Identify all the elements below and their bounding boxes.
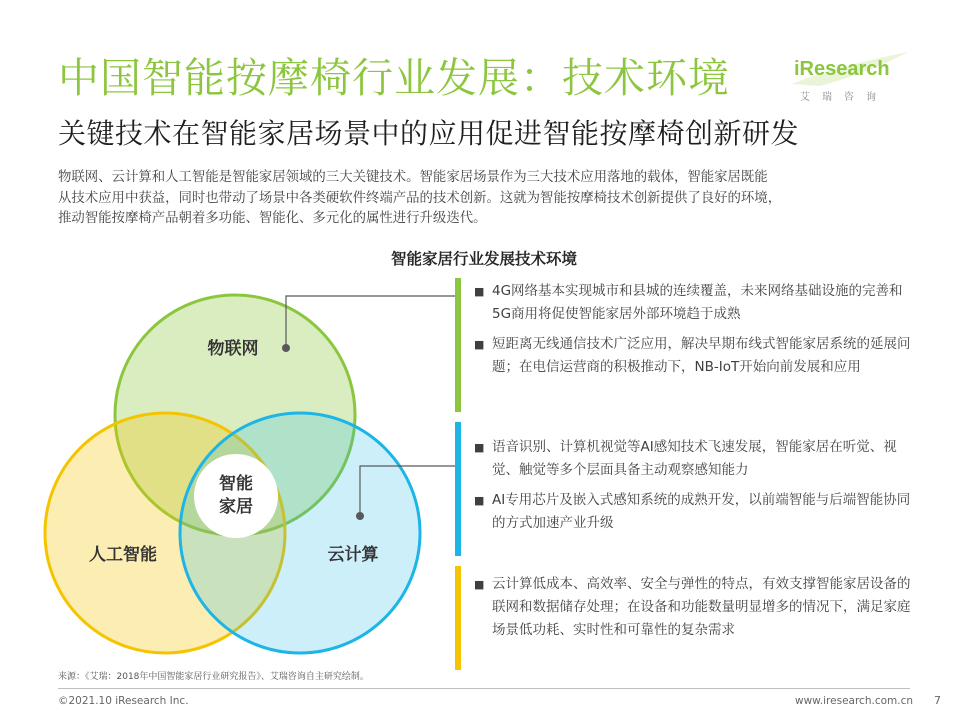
logo-name: iResearch: [794, 58, 890, 80]
bullet-text: 短距离无线通信技术广泛应用，解决早期布线式智能家居系统的延展问题；在电信运营商的积极推动下，NB-IoT开始向前发展和应用: [492, 336, 911, 375]
list-item: [474, 333, 914, 379]
list-item: [474, 436, 914, 482]
cloud-panel-bar: [455, 566, 461, 670]
iot-panel: [474, 280, 914, 386]
bullet-square-icon: ■: [474, 285, 485, 298]
copyright: ©2021.10 iResearch Inc.: [58, 695, 189, 707]
bullet-square-icon: ■: [474, 441, 485, 454]
bullet-square-icon: ■: [474, 338, 485, 351]
bullet-text: AI专用芯片及嵌入式感知系统的成熟开发，以前端智能与后端智能协同的方式加速产业升级: [492, 492, 911, 531]
iot-panel-bar: [455, 278, 461, 412]
bullet-text: 云计算低成本、高效率、安全与弹性的特点，有效支撑智能家居设备的联网和数据储存处理；在设备和功能数量明显增多的情况下，满足家庭场景低功耗、实时性和可靠性的复杂需求: [492, 576, 911, 638]
list-item: [474, 573, 914, 642]
center-label-line: 智能: [219, 474, 253, 494]
intro-line: 物联网、云计算和人工智能是智能家居领域的三大关键技术。智能家居场景作为三大技术应用落地的载体，智能家居既能: [58, 170, 768, 185]
source-note: 来源：《艾瑞：2018年中国智能家居行业研究报告》、艾瑞咨询自主研究绘制。: [58, 672, 369, 682]
intro-paragraph: [58, 168, 928, 230]
page-number: 7: [934, 694, 941, 707]
ai-panel-bar: [455, 422, 461, 556]
footer-divider: [58, 688, 910, 689]
bullet-text: 语音识别、计算机视觉等AI感知技术飞速发展，智能家居在听觉、视觉、触觉等多个层面具备主动观察感知能力: [492, 439, 897, 478]
diagram-title: 智能家居行业发展技术环境: [390, 250, 577, 268]
ai-label: 人工智能: [89, 545, 157, 565]
bullet-square-icon: ■: [474, 578, 485, 591]
logo-cn: 艾瑞咨询: [800, 92, 888, 103]
iot-label: 物联网: [207, 339, 259, 359]
page-title: 中国智能按摩椅行业发展：技术环境: [58, 54, 730, 102]
cloud-label: 云计算: [327, 545, 379, 565]
website-link[interactable]: www.iresearch.com.cn: [795, 695, 914, 707]
bullet-square-icon: ■: [474, 494, 485, 507]
intro-line: 从技术应用中获益，同时也带动了场景中各类硬软件终端产品的技术创新。这就为智能按摩椅技术创新提供了良好的环境，: [58, 190, 782, 206]
iresearch-logo: [790, 50, 910, 106]
cloud-panel: [474, 573, 914, 649]
list-item: [474, 280, 914, 326]
venn-diagram: [40, 270, 460, 670]
center-label-line: 家居: [219, 497, 253, 517]
center-circle: [194, 454, 278, 538]
bullet-text: 4G网络基本实现城市和县城的连续覆盖，未来网络基础设施的完善和5G商用将促使智能家居外部环境趋于成熟: [492, 283, 903, 322]
list-item: [474, 489, 914, 535]
ai-panel: [474, 436, 914, 542]
page-subtitle: 关键技术在智能家居场景中的应用促进智能按摩椅创新研发: [58, 117, 800, 150]
cloud-circle: [180, 413, 420, 653]
intro-line: 推动智能按摩椅产品朝着多功能、智能化、多元化的属性进行升级迭代。: [58, 211, 487, 226]
